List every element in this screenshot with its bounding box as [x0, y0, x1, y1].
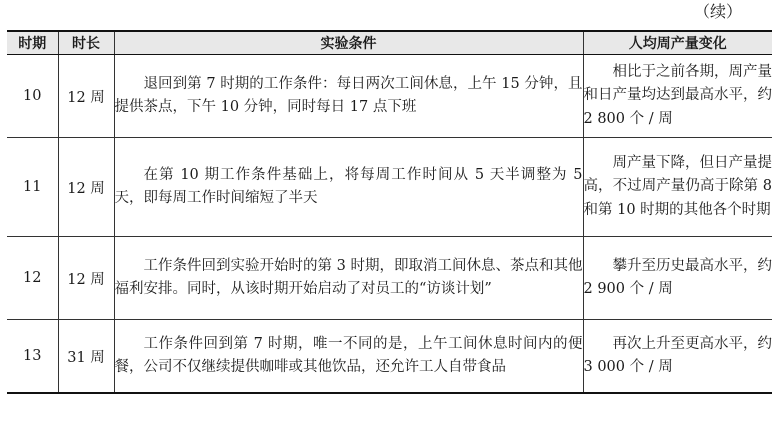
duration-cell: 12 周	[58, 138, 114, 237]
header-conditions: 实验条件	[114, 31, 583, 55]
period-cell: 12	[7, 237, 58, 320]
period-cell: 10	[7, 55, 58, 138]
output-change-cell: 攀升至历史最高水平，约 2 900 个 / 周	[583, 237, 772, 320]
duration-cell: 12 周	[58, 55, 114, 138]
period-cell: 11	[7, 138, 58, 237]
header-duration: 时长	[58, 31, 114, 55]
table-row	[7, 138, 772, 237]
table-row	[7, 320, 772, 394]
header-period: 时期	[7, 31, 58, 55]
table-row	[7, 55, 772, 138]
table-row	[7, 237, 772, 320]
conditions-cell: 在第 10 期工作条件基础上，将每周工作时间从 5 天半调整为 5 天，即每周工作时间缩短了半天	[114, 138, 583, 237]
duration-cell: 12 周	[58, 237, 114, 320]
conditions-cell: 工作条件回到实验开始时的第 3 时期，即取消工间休息、茶点和其他福利安排。同时，从该时期开始启动了对员工的“访谈计划”	[114, 237, 583, 320]
header-output-change: 人均周产量变化	[583, 31, 772, 55]
output-change-cell: 相比于之前各期，周产量和日产量均达到最高水平，约 2 800 个 / 周	[583, 55, 772, 138]
conditions-cell: 工作条件回到第 7 时期，唯一不同的是，上午工间休息时间内的便餐，公司不仅继续提供咖啡或其他饮品，还允许工人自带食品	[114, 320, 583, 394]
continuation-label: （续）	[693, 2, 742, 21]
period-cell: 13	[7, 320, 58, 394]
output-change-cell: 周产量下降，但日产量提高，不过周产量仍高于除第 8 和第 10 时期的其他各个时期	[583, 138, 772, 237]
experiment-table	[7, 30, 772, 394]
duration-cell: 31 周	[58, 320, 114, 394]
conditions-cell: 退回到第 7 时期的工作条件：每日两次工间休息，上午 15 分钟，且提供茶点，下午 10 分钟，同时每日 17 点下班	[114, 55, 583, 138]
output-change-cell: 再次上升至更高水平，约 3 000 个 / 周	[583, 320, 772, 394]
table-header-row	[7, 31, 772, 55]
